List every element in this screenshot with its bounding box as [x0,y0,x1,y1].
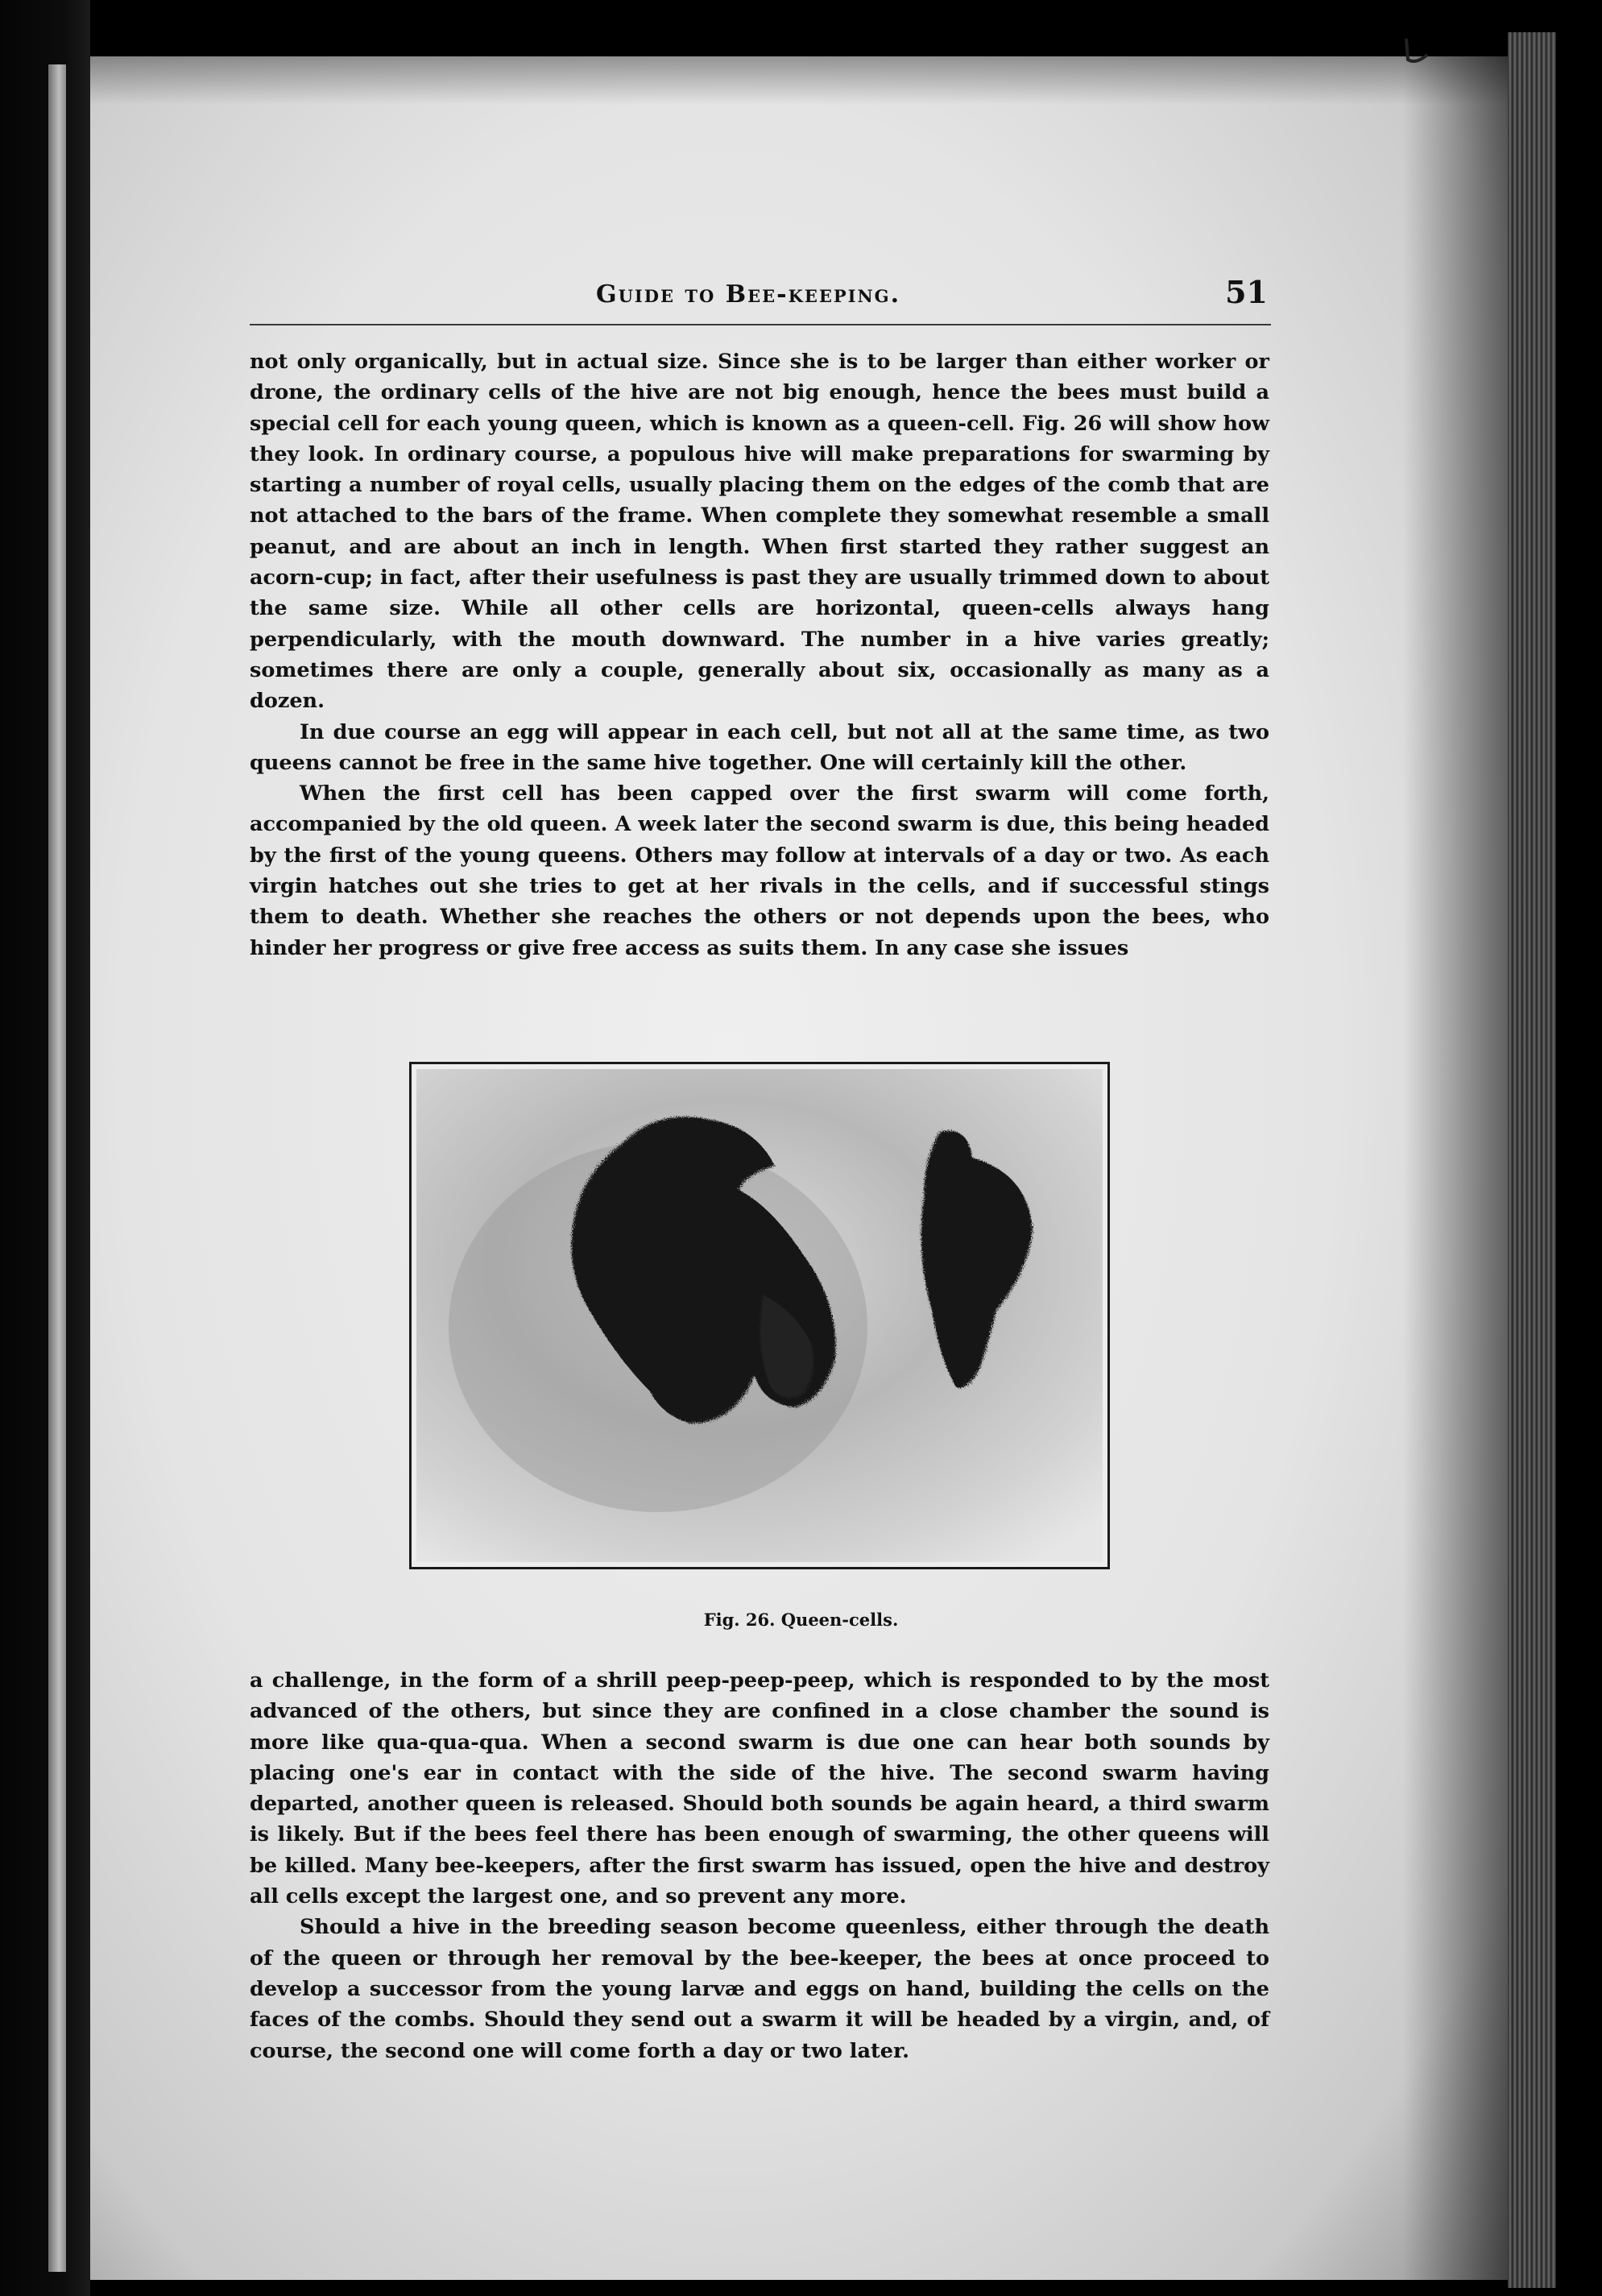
header-rule [250,324,1271,325]
paragraph: When the first cell has been capped over the first swarm will come forth, accompanied by the old queen. A week later the second swarm is due, this being headed by the first of the young queens. Others may follow at intervals of a day or two. As each virgin hatches out she tries to get at her rivals in the cells, and if successful stings them to death. Whether she reaches the others or not depends upon the bees, who hinder her progress or give free access as suits them. In any case she issues [250,781,1269,960]
pencil-mark [1400,32,1432,81]
figure-queen-cells [409,1062,1110,1569]
running-head [250,274,1273,322]
body-text-bottom [250,1665,1269,2066]
page-stack-edge [1508,32,1556,2288]
facing-page-edge [48,64,66,2272]
page-number: 51 [1225,274,1268,310]
paragraph: In due course an egg will appear in each cell, but not all at the same time, as two queens cannot be free in the same hive together. One will certainly kill the other. [250,719,1269,775]
queen-cells-photo [416,1069,1103,1562]
paragraph: a challenge, in the form of a shrill peep-peep-peep, which is responded to by the most advanced of the others, but since they are confined in a close chamber the sound is more like qua-qua-qua. When a second swarm is due one can hear both sounds by placing one's ear in contact with the side of the hive. The second swarm having departed, another queen is released. Should both sounds be again heard, a third swarm is likely. But if the bees feel there has been enough of swarming, the other queens will be killed. Many bee-keepers, after the first swarm has issued, open the hive and destroy all cells except the largest one, and so prevent any more. [250,1668,1269,1909]
figure-caption: Fig. 26. Queen-cells. [703,1610,899,1630]
paragraph: not only organically, but in actual size. Since she is to be larger than either worker or drone, the ordinary cells of the hive are not big enough, hence the bees must build a special cell for each young queen, which is known as a queen-cell. Fig. 26 will show how they look. In ordinary course, a populous hive will make preparations for swarming by starting a number of royal cells, usually placing them on the edges of the comb that are not attached to the bars of the frame. When complete they somewhat resemble a small peanut, and are about an inch in length. When first started they rather suggest an acorn-cup; in fact, after their usefulness is past they are usually trimmed down to about the same size. While all other cells are horizontal, queen-cells always hang perpendicularly, with the mouth downward. The number in a hive varies greatly; sometimes there are only a couple, generally about six, occasionally as many as a dozen. [250,350,1269,714]
scan-left-border [0,0,90,2296]
body-text-top [250,346,1269,964]
running-title: Guide to Bee-keeping. [596,280,901,309]
page-shadow-right [1403,56,1508,2280]
paragraph: Should a hive in the breeding season become queenless, either through the death of the queen or through her removal by the bee-keeper, the bees at once proceed to develop a successor from the young larvæ and eggs on hand, building the cells on the faces of the combs. Should they send out a swarm it will be headed by a virgin, and, of course, the second one will come forth a day or two later. [250,1915,1269,2063]
page-shadow-top [90,56,1508,105]
